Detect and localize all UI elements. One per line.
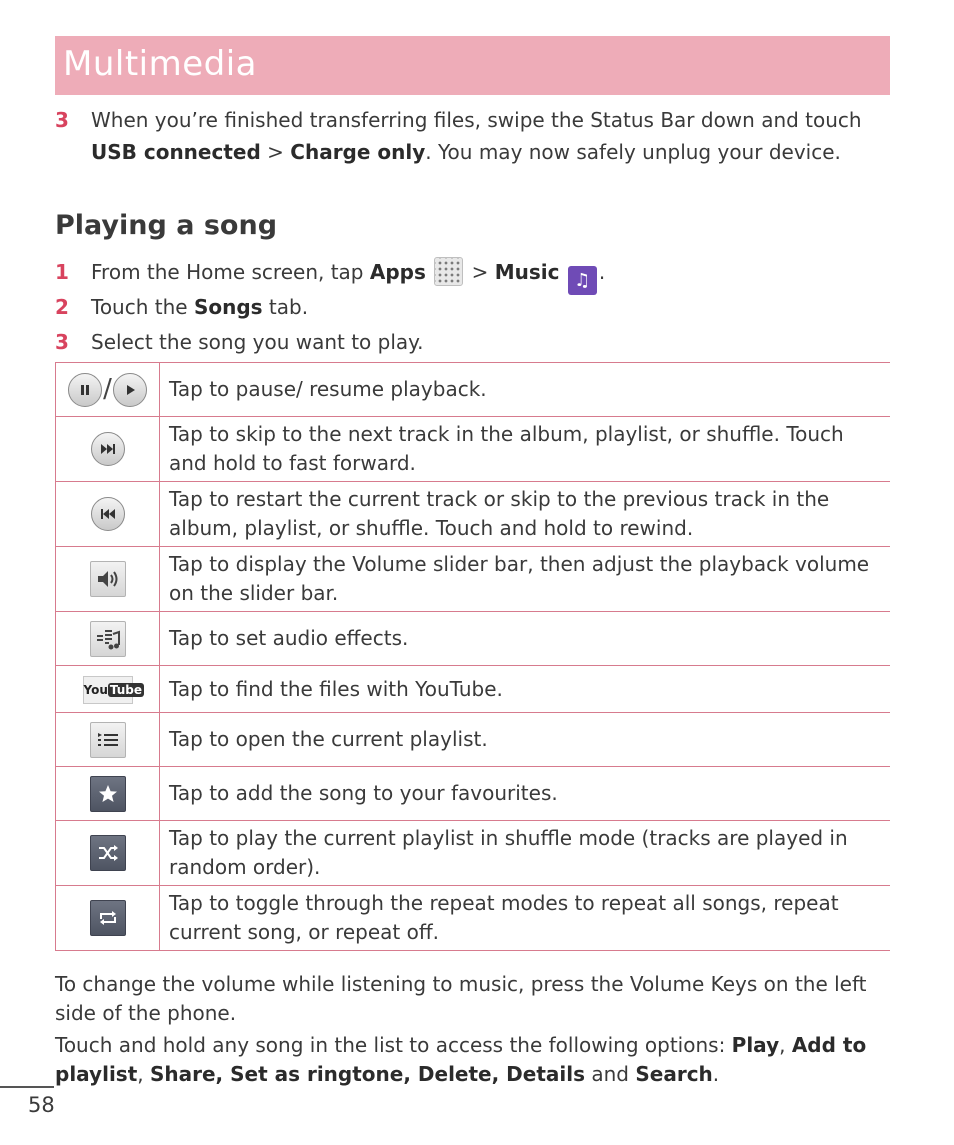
songs-tab-label: Songs	[193, 295, 263, 319]
page-number: 58	[28, 1093, 55, 1117]
table-row	[56, 886, 891, 951]
control-description: Tap to play the current playlist in shuffle mode (tracks are played in random order).	[160, 821, 891, 886]
controls-table	[55, 362, 890, 951]
table-row	[56, 612, 891, 666]
options-end: .	[712, 1062, 720, 1086]
apps-label: Apps	[369, 260, 426, 284]
icon-cell	[56, 821, 160, 886]
control-description: Tap to find the files with YouTube.	[160, 666, 891, 713]
option-search: Search	[635, 1062, 713, 1086]
step-2	[55, 291, 875, 323]
step-text-part: . You may now safely unplug your device.	[425, 140, 841, 164]
option-play: Play	[731, 1033, 780, 1057]
step-number: 2	[55, 295, 69, 319]
table-row	[56, 713, 891, 767]
options-comma: ,	[779, 1033, 792, 1057]
section-banner	[55, 36, 890, 95]
youtube-you-text: You	[83, 682, 108, 697]
music-note-icon: ♫	[568, 266, 597, 295]
table-row	[56, 417, 891, 482]
volume-icon	[90, 561, 126, 597]
icon-cell	[56, 767, 160, 821]
play-icon	[113, 373, 147, 407]
step-text-part: Touch the	[91, 295, 194, 319]
page-title: Multimedia	[63, 44, 258, 84]
control-description: Tap to skip to the next track in the album, playlist, or shuffle. Touch and hold to fast forward.	[160, 417, 891, 482]
icon-cell	[56, 547, 160, 612]
step-separator: >	[465, 260, 495, 284]
option-add-to-playlist: Add to playlist	[55, 1033, 867, 1086]
previous-track-icon	[91, 497, 125, 531]
step-text	[91, 291, 875, 323]
control-description: Tap to display the Volume slider bar, then adjust the playback volume on the slider bar.	[160, 547, 891, 612]
option-share-etc: Share, Set as ringtone, Delete, Details	[149, 1062, 586, 1086]
control-description: Tap to add the song to your favourites.	[160, 767, 891, 821]
step-text-part: When you’re finished transferring files, swipe the Status Bar down and touch	[91, 108, 862, 132]
step-text	[91, 256, 875, 295]
options-note	[55, 1031, 880, 1089]
section-heading: Playing a song	[55, 210, 278, 241]
intro-step	[55, 104, 875, 168]
icon-cell	[56, 666, 160, 713]
playlist-icon	[90, 722, 126, 758]
audio-effects-icon	[90, 621, 126, 657]
step-text	[91, 104, 875, 168]
charge-only-label: Charge only	[290, 140, 426, 164]
step-1	[55, 256, 875, 295]
usb-connected-label: USB connected	[91, 140, 261, 164]
options-and: and	[585, 1062, 636, 1086]
control-description: Tap to pause/ resume playback.	[160, 363, 891, 417]
volume-note: To change the volume while listening to music, press the Volume Keys on the left side of the phone.	[55, 972, 867, 1025]
options-text: Touch and hold any song in the list to access the following options:	[55, 1033, 732, 1057]
step-text: Select the song you want to play.	[91, 330, 424, 354]
step-text-part: .	[598, 260, 606, 284]
icon-separator: /	[103, 374, 112, 404]
control-description: Tap to set audio effects.	[160, 612, 891, 666]
footer-divider	[0, 1086, 54, 1088]
table-row	[56, 666, 891, 713]
control-description: Tap to restart the current track or skip to the previous track in the album, playlist, or shuffle. Touch and hold to rewind.	[160, 482, 891, 547]
step-3	[55, 326, 875, 358]
icon-cell	[56, 363, 160, 417]
next-track-icon	[91, 432, 125, 466]
star-icon	[90, 776, 126, 812]
step-text-part: tab.	[262, 295, 309, 319]
youtube-tube-text: Tube	[109, 682, 143, 697]
repeat-icon	[90, 900, 126, 936]
table-row	[56, 482, 891, 547]
icon-cell	[56, 886, 160, 951]
apps-grid-icon	[434, 257, 463, 286]
control-description: Tap to open the current playlist.	[160, 713, 891, 767]
music-label: Music	[494, 260, 560, 284]
icon-cell	[56, 612, 160, 666]
options-comma: ,	[137, 1062, 150, 1086]
step-text-part: From the Home screen, tap	[91, 260, 370, 284]
step-number: 1	[55, 260, 69, 284]
shuffle-icon	[90, 835, 126, 871]
step-number: 3	[55, 330, 69, 354]
icon-cell	[56, 482, 160, 547]
icon-cell	[56, 417, 160, 482]
step-number: 3	[55, 108, 69, 132]
youtube-icon	[83, 676, 143, 704]
control-description: Tap to toggle through the repeat modes to repeat all songs, repeat current song, or repeat off.	[160, 886, 891, 951]
icon-cell	[56, 713, 160, 767]
table-row	[56, 767, 891, 821]
step-separator: >	[260, 140, 291, 164]
table-row	[56, 547, 891, 612]
table-row	[56, 363, 891, 417]
table-row	[56, 821, 891, 886]
pause-icon	[68, 373, 102, 407]
